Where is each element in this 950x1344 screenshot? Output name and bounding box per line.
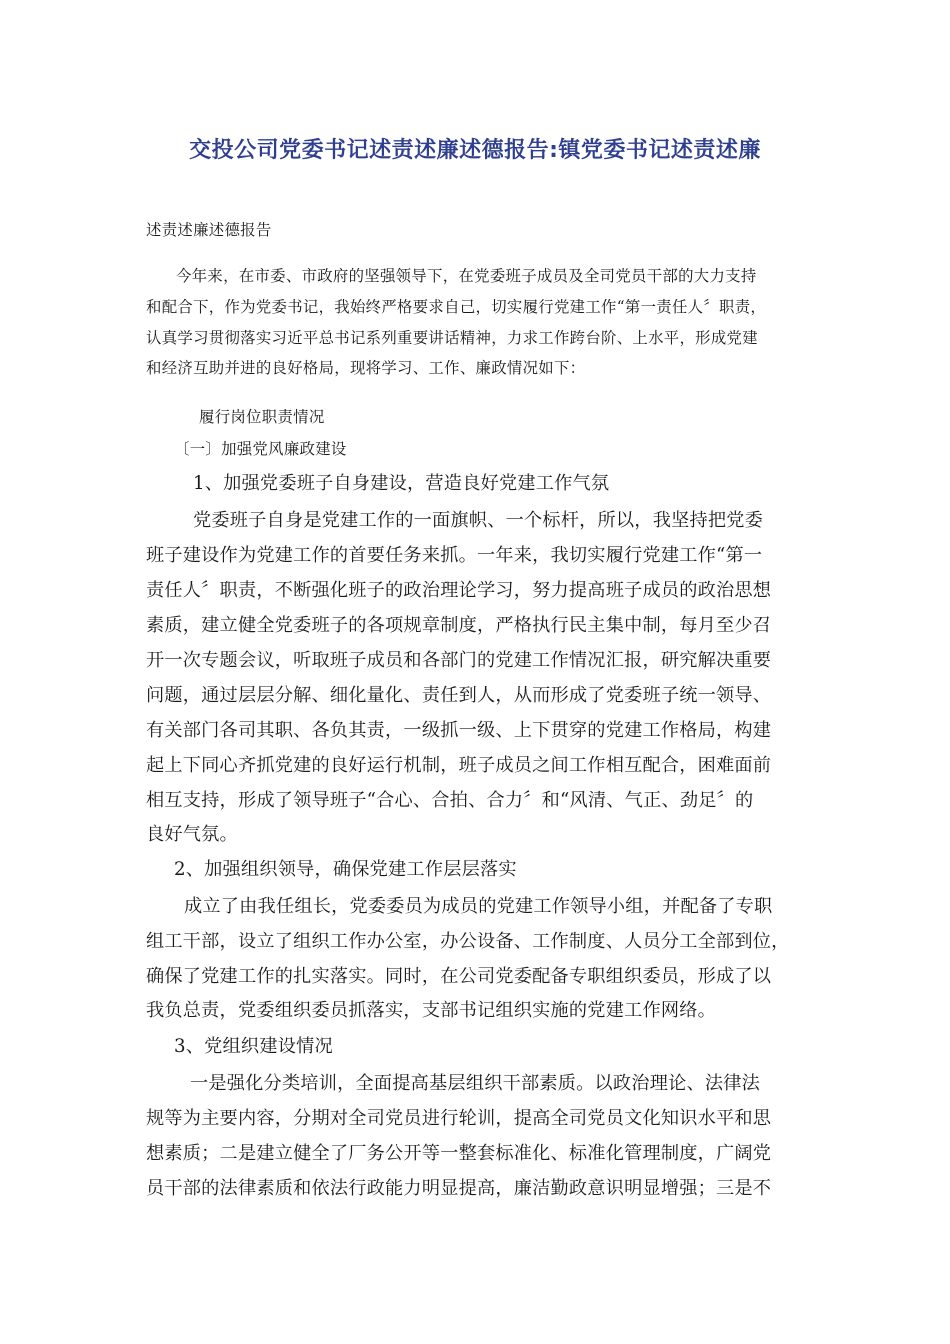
paragraph-line: 问题，通过层层分解、细化量化、责任到人，从而形成了党委班子统一领导、: [146, 685, 772, 706]
subsection-heading: 〔一〕加强党风廉政建设: [174, 440, 347, 458]
intro-line: 今年来，在市委、市政府的坚强领导下，在党委班子成员及全司党员干部的大力支持: [176, 267, 757, 285]
item-heading: 1、加强党委班子自身建设，营造良好党建工作气氛: [193, 473, 610, 494]
paragraph-line: 组工干部，设立了组织工作办公室，办公设备、工作制度、人员分工全部到位，: [146, 931, 790, 952]
document-title: 交投公司党委书记述责述廉述德报告:镇党委书记述责述廉: [189, 138, 761, 163]
report-subtitle: 述责述廉述德报告: [146, 221, 272, 239]
intro-line: 和配合下，作为党委书记，我始终严格要求自己，切实履行党建工作“第一责任人〞职责，: [146, 298, 767, 316]
paragraph-line: 确保了党建工作的扎实落实。同时，在公司党委配备专职组织委员，形成了以: [146, 966, 772, 987]
paragraph-line: 员干部的法律素质和依法行政能力明显提高，廉洁勤政意识明显增强；三是不: [146, 1178, 772, 1199]
paragraph-line: 想素质；二是建立健全了厂务公开等一整套标准化、标准化管理制度，广阔党: [146, 1143, 772, 1164]
paragraph-line: 规等为主要内容，分期对全司党员进行轮训，提高全司党员文化知识水平和思: [146, 1108, 772, 1129]
paragraph-line: 党委班子自身是党建工作的一面旗帜、一个标杆，所以，我坚持把党委: [193, 510, 764, 531]
section-heading: 履行岗位职责情况: [199, 408, 325, 426]
paragraph-line: 一是强化分类培训，全面提高基层组织干部素质。以政治理论、法律法: [190, 1073, 761, 1094]
paragraph-line: 成立了由我任组长，党委委员为成员的党建工作领导小组，并配备了专职: [184, 896, 773, 917]
intro-line: 认真学习贯彻落实习近平总书记系列重要讲话精神，力求工作跨台阶、上水平，形成党建: [146, 329, 758, 347]
paragraph-line: 班子建设作为党建工作的首要任务来抓。一年来，我切实履行党建工作“第一: [146, 545, 763, 566]
paragraph-line: 有关部门各司其职、各负其责，一级抓一级、上下贯穿的党建工作格局，构建: [146, 720, 772, 741]
paragraph-line: 开一次专题会议，听取班子成员和各部门的党建工作情况汇报，研究解决重要: [146, 650, 772, 671]
paragraph-line: 起上下同心齐抓党建的良好运行机制，班子成员之间工作相互配合，困难面前: [146, 755, 772, 776]
item-heading: 3、党组织建设情况: [174, 1036, 333, 1057]
intro-line: 和经济互助并进的良好格局，现将学习、工作、廉政情况如下：: [146, 359, 586, 377]
paragraph-line: 我负总责，党委组织委员抓落实，支部书记组织实施的党建工作网络。: [146, 1000, 717, 1021]
paragraph-line: 素质，建立健全党委班子的各项规章制度，严格执行民主集中制，每月至少召: [146, 615, 772, 636]
item-heading: 2、加强组织领导，确保党建工作层层落实: [174, 859, 517, 880]
paragraph-line: 相互支持，形成了领导班子“合心、合拍、合力〞和“风清、气正、劲足〞的: [146, 790, 754, 811]
paragraph-line: 责任人〞职责，不断强化班子的政治理论学习，努力提高班子成员的政治思想: [146, 580, 772, 601]
paragraph-line: 良好气氛。: [146, 824, 238, 845]
